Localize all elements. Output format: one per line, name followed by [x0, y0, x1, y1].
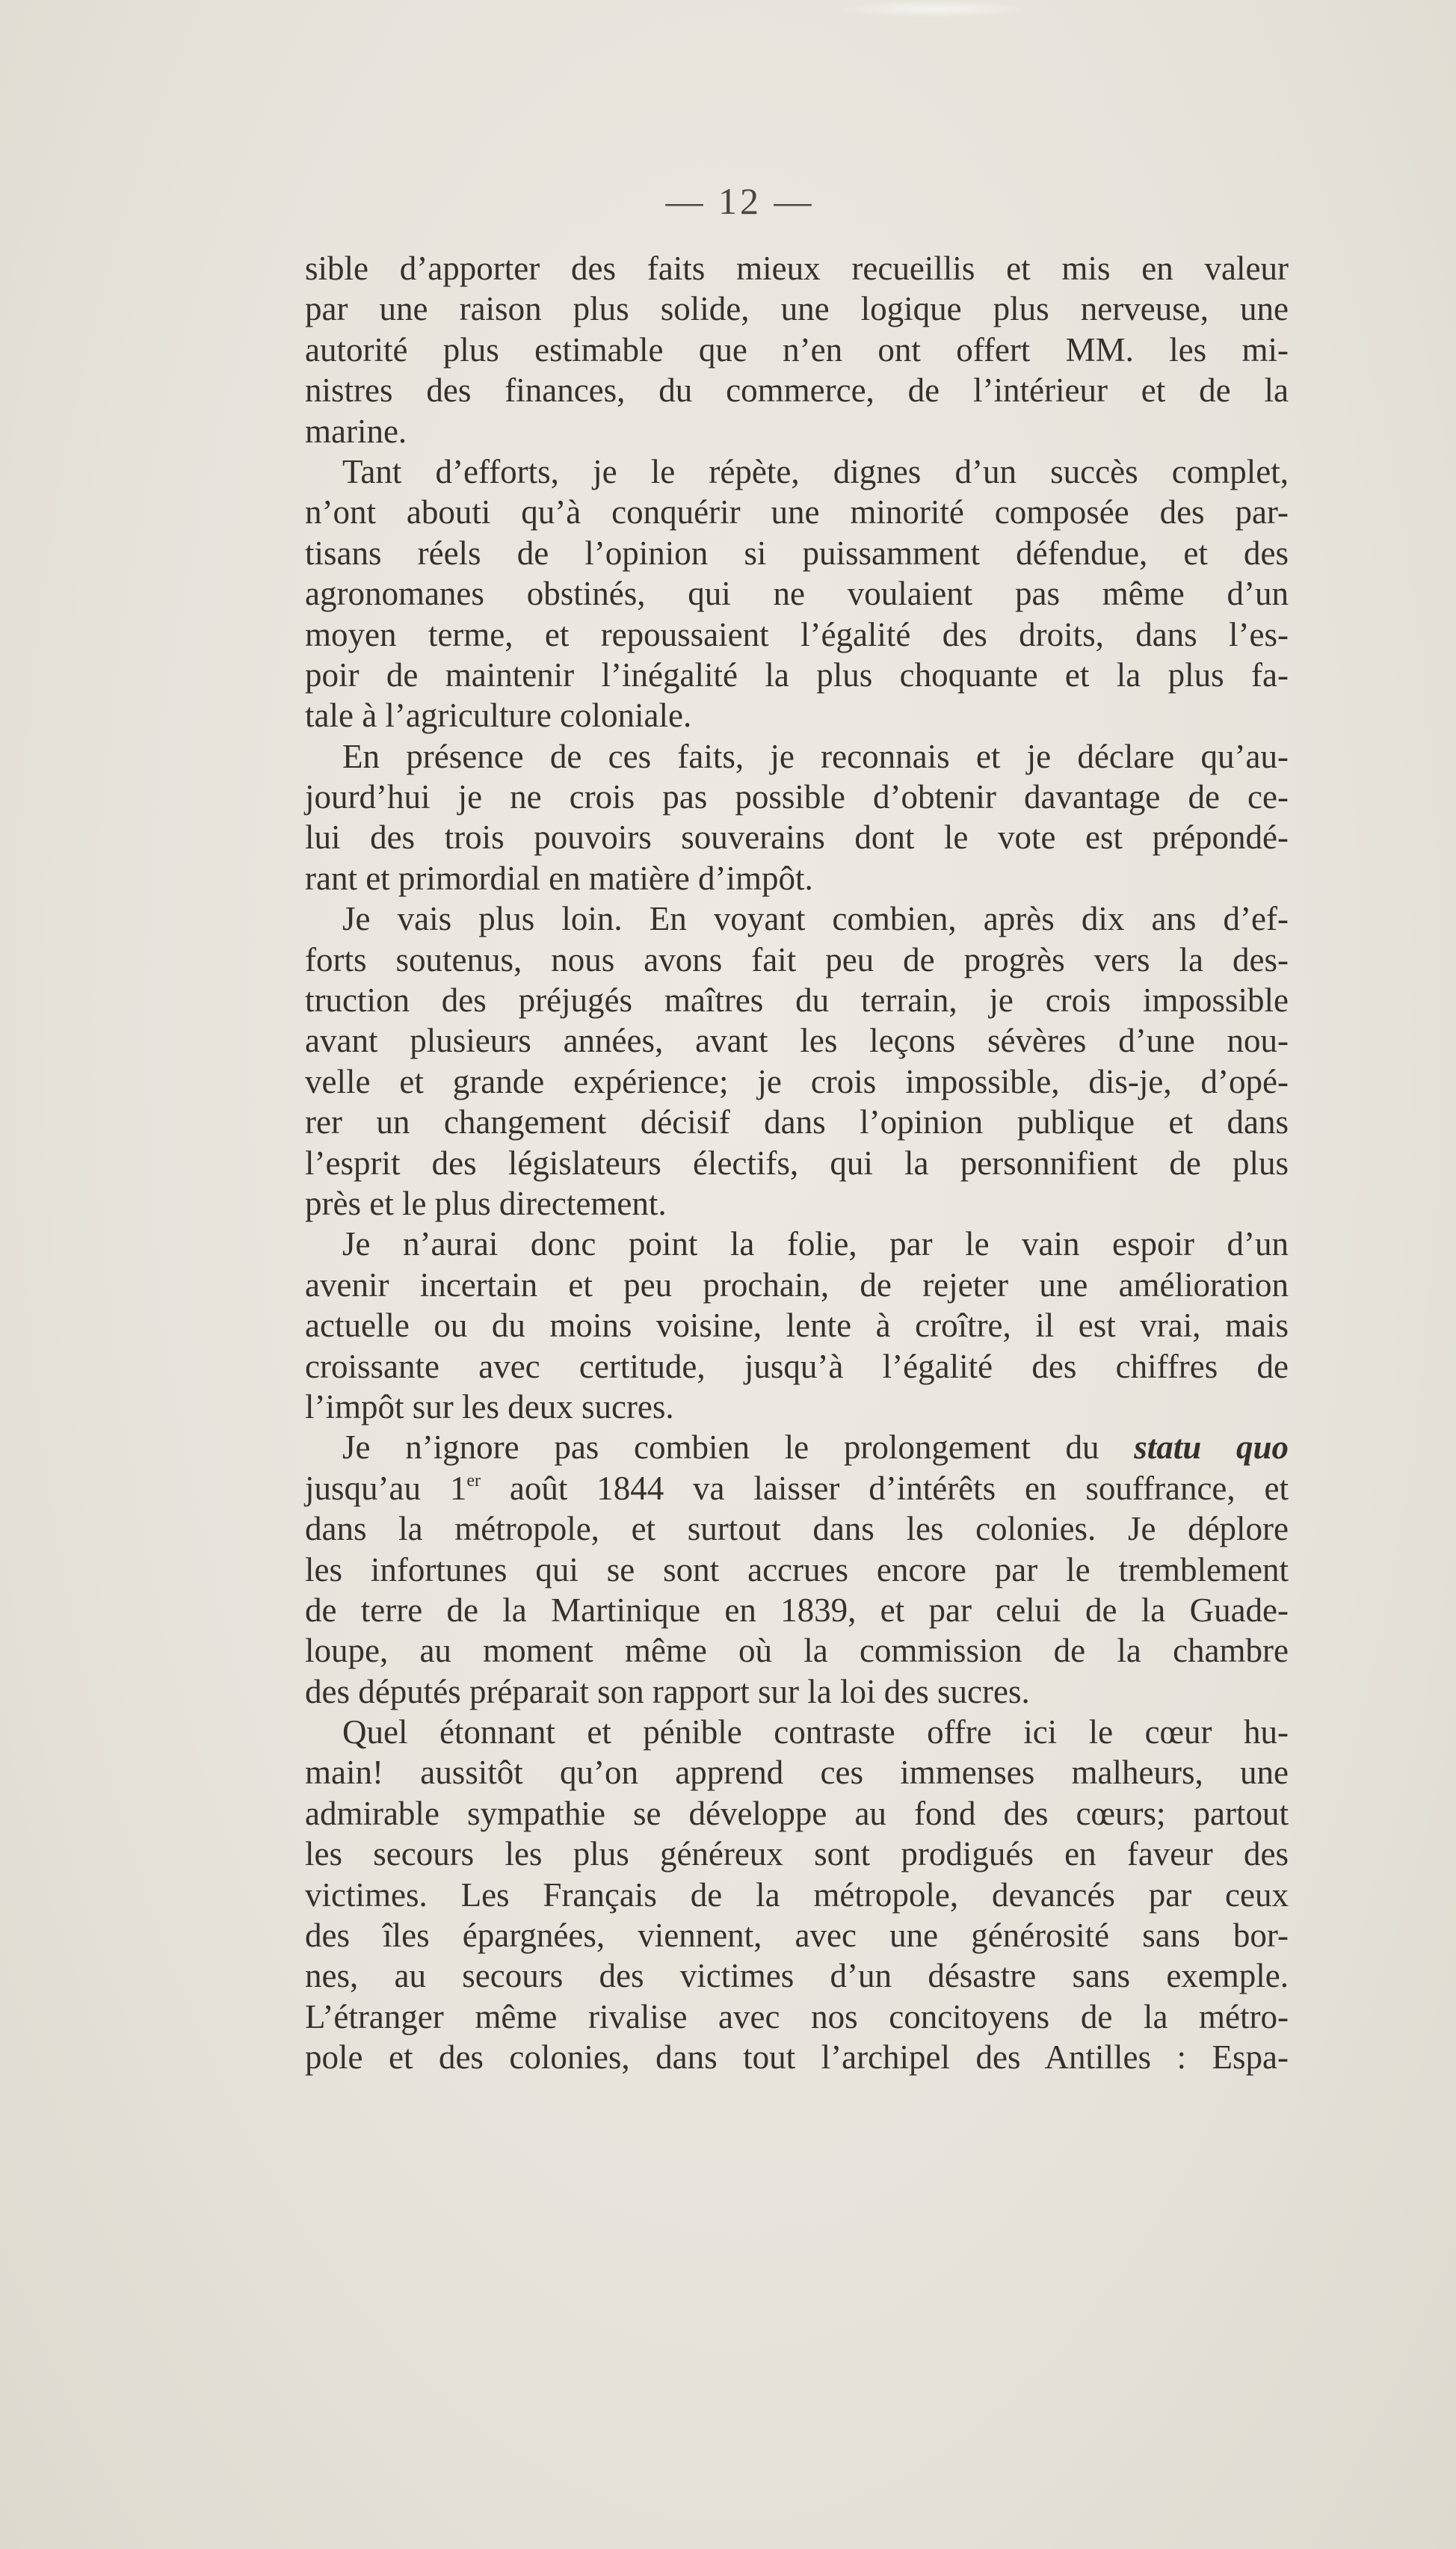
text-line: avant plusieurs années, avant les leçons sévères d’une nou- — [305, 1022, 1289, 1060]
text-line: victimes. Les Français de la métropole, devancés par ceux — [305, 1875, 1289, 1914]
text-line: croissante avec certitude, jusqu’à l’égalité des chiffres de — [305, 1347, 1289, 1385]
text-line: rant et primordial en matière d’impôt. — [305, 859, 813, 897]
text-line: Je vais plus loin. En voyant combien, après dix ans d’ef- — [342, 900, 1289, 938]
text-line: nistres des finances, du commerce, de l’intérieur et de la — [305, 372, 1289, 410]
text-line: tisans réels de l’opinion si puissamment défendue, et des — [305, 534, 1289, 572]
text-line: agronomanes obstinés, qui ne voulaient pas même d’un — [305, 575, 1289, 613]
text-line: les infortunes qui se sont accrues encore par le tremblement — [305, 1550, 1289, 1588]
text-line: de terre de la Martinique en 1839, et par celui de la Guade- — [305, 1591, 1289, 1629]
text-line: des îles épargnées, viennent, avec une générosité sans bor- — [305, 1917, 1289, 1955]
text-line: jourd’hui je ne crois pas possible d’obtenir davantage de ce- — [305, 778, 1289, 816]
text-line: autorité plus estimable que n’en ont offert MM. les mi- — [305, 330, 1289, 369]
text-line: admirable sympathie se développe au fond des cœurs; partout — [305, 1794, 1289, 1832]
text-line: marine. — [305, 412, 407, 450]
text-line: actuelle ou du moins voisine, lente à croître, il est vrai, mais — [305, 1307, 1289, 1345]
text-line: n’ont abouti qu’à conquérir une minorité composée des par- — [305, 493, 1289, 531]
text-line: rer un changement décisif dans l’opinion publique et dans — [305, 1103, 1289, 1141]
text-line: L’étranger même rivalise avec nos concitoyens de la métro- — [305, 1997, 1289, 2035]
text-line: l’esprit des législateurs électifs, qui la personnifient de plus — [305, 1144, 1289, 1182]
text-line: velle et grande expérience; je crois impossible, dis-je, d’opé- — [305, 1062, 1289, 1100]
text-line: forts soutenus, nous avons fait peu de progrès vers la des- — [305, 940, 1289, 978]
text-line: dans la métropole, et surtout dans les colonies. Je déplore — [305, 1510, 1289, 1548]
text-line: pole et des colonies, dans tout l’archipel des Antilles : Espa- — [305, 2038, 1289, 2077]
paper-stain — [837, 0, 1031, 18]
text-line: sible d’apporter des faits mieux recueillis et mis en valeur — [305, 250, 1289, 287]
text-line: avenir incertain et peu prochain, de rejeter une amélioration — [305, 1266, 1289, 1304]
text-line: truction des préjugés maîtres du terrain, je crois impossible — [305, 981, 1289, 1020]
text-line: les secours les plus généreux sont prodigués en faveur des — [305, 1835, 1289, 1873]
page-number: — 12 — — [665, 180, 815, 222]
text-line: Je n’aurai donc point la folie, par le vain espoir d’un — [342, 1225, 1289, 1263]
text-line: main! aussitôt qu’on apprend ces immenses malheurs, une — [305, 1754, 1289, 1792]
text-line: En présence de ces faits, je reconnais et je déclare qu’au- — [342, 737, 1289, 775]
text-line: loupe, au moment même où la commission de la chambre — [305, 1632, 1289, 1670]
text-line: nes, au secours des victimes d’un désastre sans exemple. — [305, 1957, 1289, 1995]
text-line: tale à l’agriculture coloniale. — [305, 697, 692, 735]
text-line: lui des trois pouvoirs souverains dont le vote est prépondé- — [305, 819, 1289, 857]
text-line: par une raison plus solide, une logique plus nerveuse, une — [305, 290, 1289, 328]
text-line: près et le plus directement. — [305, 1184, 667, 1222]
text-line: Je n’ignore pas combien le prolongement du statu quo — [342, 1428, 1289, 1467]
text-line: l’impôt sur les deux sucres. — [305, 1387, 674, 1425]
text-line: moyen terme, et repoussaient l’égalité des droits, dans l’es- — [305, 615, 1289, 653]
text-line: poir de maintenir l’inégalité la plus choquante et la plus fa- — [305, 656, 1289, 694]
text-line: jusqu’au 1er août 1844 va laisser d’intérêts en souffrance, et — [305, 1469, 1289, 1507]
text-line: Quel étonnant et pénible contraste offre ici le cœur hu- — [342, 1713, 1289, 1751]
body-text — [305, 248, 1289, 2078]
text-line: des députés préparait son rapport sur la loi des sucres. — [305, 1672, 1030, 1710]
text-line: Tant d’efforts, je le répète, dignes d’un succès complet, — [342, 452, 1289, 490]
